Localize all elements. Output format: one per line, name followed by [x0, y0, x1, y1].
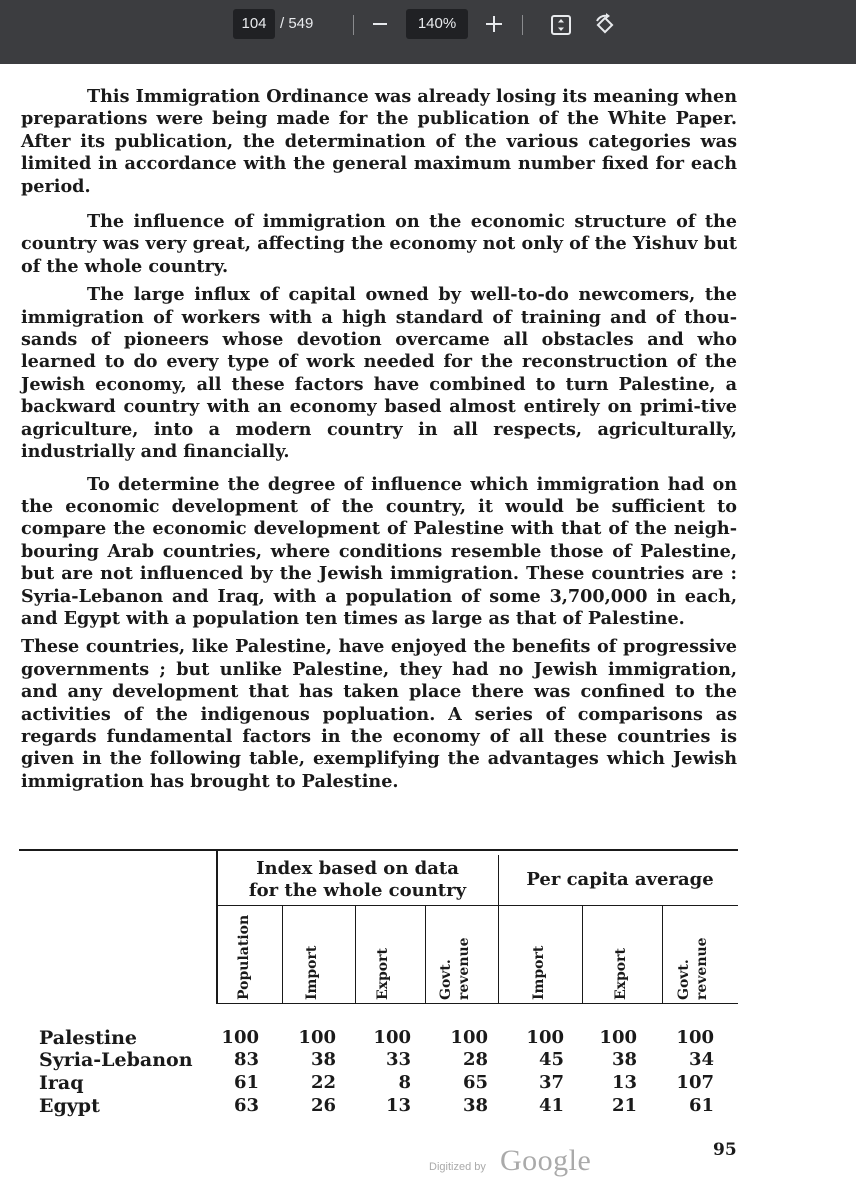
table-rule: [216, 1003, 738, 1004]
table-cell: 37: [538, 1072, 564, 1093]
toolbar-divider: [522, 15, 523, 35]
minus-icon: [373, 17, 387, 31]
row-label: Iraq: [39, 1072, 84, 1094]
table-cell: 13: [611, 1072, 637, 1093]
table-cell: 61: [233, 1072, 259, 1093]
table-rule: [425, 906, 426, 1003]
table-cell: 107: [676, 1072, 714, 1093]
zoom-level-input[interactable]: 140%: [406, 9, 468, 39]
table-rule: [355, 906, 356, 1003]
table-cell: 65: [462, 1072, 488, 1093]
page-number: 95: [713, 1140, 737, 1160]
pdf-toolbar: [0, 0, 856, 64]
google-watermark: Google: [500, 1144, 592, 1177]
paragraph: This Immigration Ordinance was already losing its meaning when preparations were being made for the publication of the White Paper. After its publication, the determination of the various categories was limited in accordance with the general maximum number fixed for each period.: [21, 86, 737, 197]
table-cell: 38: [611, 1049, 637, 1070]
table-cell: 22: [310, 1072, 336, 1093]
table-rule: [282, 906, 283, 1003]
table-cell: 33: [385, 1049, 411, 1070]
table-rule: [498, 855, 499, 1004]
group-header-per-capita: Per capita average: [526, 869, 714, 890]
table-cell: 41: [538, 1095, 564, 1116]
plus-icon: [486, 16, 502, 32]
table-cell: 100: [373, 1027, 411, 1048]
rotate-button[interactable]: [593, 13, 617, 37]
table-rule: [662, 906, 663, 1003]
table-cell: 61: [688, 1095, 714, 1116]
zoom-in-button[interactable]: [483, 9, 505, 39]
table-rule: [19, 849, 738, 851]
table-rule: [217, 905, 498, 906]
table-rule: [582, 906, 583, 1003]
rotate-icon: [593, 13, 617, 37]
zoom-out-button[interactable]: [369, 9, 391, 39]
paragraph: To determine the degree of influence which immigration had on the economic development of the country, it would be sufficient to compare the economic development of Palestine with that of the neigh-bouring Arab countries, where conditions resemble those of Palestine, but are not influenced by the Jewish immigration. These countries are : Syria-Lebanon and Iraq, with a population of some 3,700,000 in each, and Egypt with a population ten times as large as that of Palestine.: [21, 473, 737, 629]
table-cell: 8: [398, 1072, 411, 1093]
table-cell: 34: [688, 1049, 714, 1070]
table-cell: 21: [611, 1095, 637, 1116]
table-cell: 26: [310, 1095, 336, 1116]
table-rule: [216, 851, 218, 1004]
table-cell: 100: [599, 1027, 637, 1048]
digitized-by-text: Digitized by: [429, 1161, 486, 1173]
fit-to-page-icon: [550, 14, 572, 36]
fit-to-page-button[interactable]: [550, 14, 572, 36]
table-cell: 28: [462, 1049, 488, 1070]
table-cell: 38: [310, 1049, 336, 1070]
group-header-index: Index based on data for the whole country: [248, 858, 467, 901]
table-cell: 100: [450, 1027, 488, 1048]
toolbar-divider: [353, 15, 354, 35]
table-cell: 100: [676, 1027, 714, 1048]
paragraph: The influence of immigration on the economic structure of the country was very great, affecting the economy not only of the Yishuv but of the whole country.: [21, 211, 737, 277]
table-cell: 100: [221, 1027, 259, 1048]
row-label: Syria-Lebanon: [39, 1049, 193, 1071]
paragraph: The large influx of capital owned by well-to-do newcomers, the immigration of workers with a high standard of training and of thou-sands of pioneers whose devotion overcame all obstacles and who learned to do every type of work needed for the reconstruction of the Jewish economy, all these factors have combined to turn Palestine, a backward country with an economy based almost entirely on primi-tive agriculture, into a modern country in all respects, agriculturally, industrially and financially.: [21, 284, 737, 463]
row-label: Egypt: [39, 1095, 100, 1117]
table-cell: 100: [526, 1027, 564, 1048]
document-body: [21, 86, 737, 793]
row-label: Palestine: [39, 1027, 137, 1049]
page-number-input[interactable]: 104: [233, 9, 275, 39]
table-cell: 13: [385, 1095, 411, 1116]
table-cell: 63: [233, 1095, 259, 1116]
page-total: / 549: [280, 15, 314, 32]
table-cell: 83: [233, 1049, 259, 1070]
table-rule: [499, 905, 738, 906]
table-cell: 100: [298, 1027, 336, 1048]
paragraph: These countries, like Palestine, have enjoyed the benefits of progressive governments ; but unlike Palestine, they had no Jewish immigration, and any development that has taken place there was confined to the activities of the indigenous popluation. A series of comparisons as regards fundamental factors in the economy of all these countries is given in the following table, exemplifying the advantages which Jewish immigration has brought to Palestine.: [21, 636, 737, 792]
table-cell: 38: [462, 1095, 488, 1116]
table-cell: 45: [538, 1049, 564, 1070]
